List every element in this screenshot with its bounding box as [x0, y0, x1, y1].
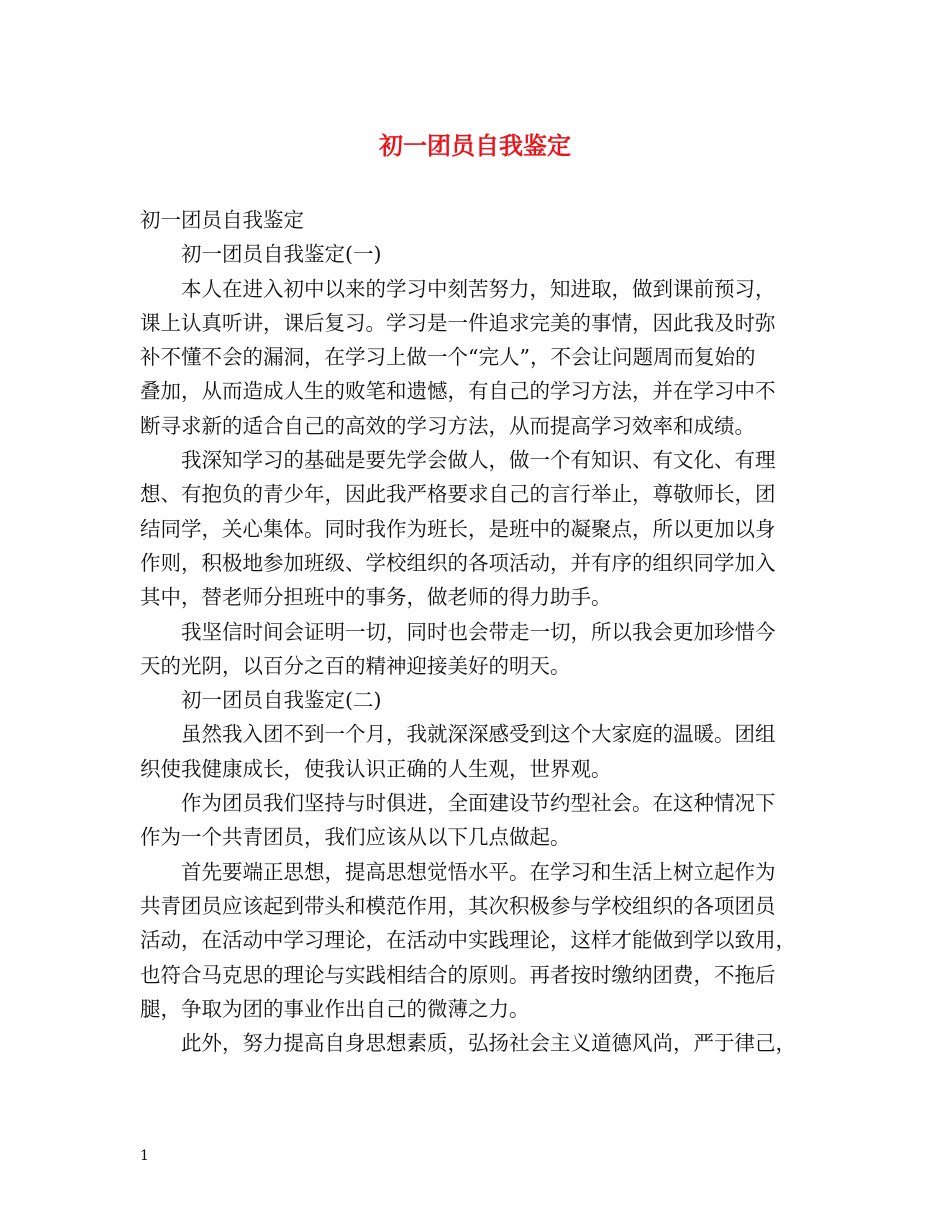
text-line: 课上认真听讲，课后复习。学习是一件追求完美的事情，因此我及时弥: [140, 310, 776, 335]
text-line: 虽然我入团不到一个月，我就深深感受到这个大家庭的温暖。团组: [181, 722, 776, 747]
paragraph: [140, 272, 820, 443]
text-line: 作则，积极地参加班级、学校组织的各项活动，并有序的组织同学加入: [140, 550, 776, 575]
page-number: 1: [140, 1148, 149, 1164]
paragraph: [140, 1026, 820, 1060]
text-line: 首先要端正思想，提高思想觉悟水平。在学习和生活上树立起作为: [181, 859, 776, 884]
text-line: 想、有抱负的青少年，因此我严格要求自己的言行举止，尊敬师长，团: [140, 482, 776, 507]
paragraph: [140, 855, 820, 1026]
text-line: 作为一个共青团员，我们应该从以下几点做起。: [140, 825, 571, 850]
text-line: 我坚信时间会证明一切，同时也会带走一切，所以我会更加珍惜今: [181, 619, 776, 644]
text-line: 此外，努力提高自身思想素质，弘扬社会主义道德风尚，严于律己，: [181, 1031, 796, 1056]
paragraph: [140, 717, 820, 786]
text-line: 结同学，关心集体。同时我作为班长，是班中的凝聚点，所以更加以身: [140, 516, 776, 541]
paragraph: [140, 443, 820, 614]
text-line: 腿，争取为团的事业作出自己的微薄之力。: [140, 996, 530, 1021]
paragraph: [140, 786, 820, 855]
text-line: 初一团员自我鉴定(一): [181, 242, 382, 267]
text-line: 我深知学习的基础是要先学会做人，做一个有知识、有文化、有理: [181, 448, 776, 473]
paragraph: [140, 615, 820, 684]
text-line: 初一团员自我鉴定: [140, 208, 304, 232]
text-line: 断寻求新的适合自己的高效的学习方法，从而提高学习效率和成绩。: [140, 413, 755, 438]
text-line: 其中，替老师分担班中的事务，做老师的得力助手。: [140, 585, 612, 610]
paragraph: [140, 237, 820, 271]
paragraph: [140, 683, 820, 717]
document-title: 初一团员自我鉴定: [379, 131, 571, 160]
text-line: 天的光阴，以百分之百的精神迎接美好的明天。: [140, 653, 571, 678]
text-line: 共青团员应该起到带头和模范作用，其次积极参与学校组织的各项团员: [140, 893, 776, 918]
paragraph: [140, 203, 820, 237]
text-line: 织使我健康成长，使我认识正确的人生观，世界观。: [140, 756, 612, 781]
text-line: 也符合马克思的理论与实践相结合的原则。再者按时缴纳团费，不拖后: [140, 962, 776, 987]
text-line: 初一团员自我鉴定(二): [181, 688, 382, 713]
text-line: 本人在进入初中以来的学习中刻苦努力，知进取，做到课前预习，: [181, 276, 776, 301]
text-line: 活动，在活动中学习理论，在活动中实践理论，这样才能做到学以致用，: [140, 928, 796, 953]
text-line: 叠加，从而造成人生的败笔和遗憾，有自己的学习方法，并在学习中不: [140, 379, 776, 404]
text-line: 作为团员我们坚持与时俱进，全面建设节约型社会。在这种情况下: [181, 791, 776, 816]
document-body: [140, 203, 820, 1060]
text-line: 补不懂不会的漏洞，在学习上做一个“完人”，不会让问题周而复始的: [140, 345, 756, 370]
